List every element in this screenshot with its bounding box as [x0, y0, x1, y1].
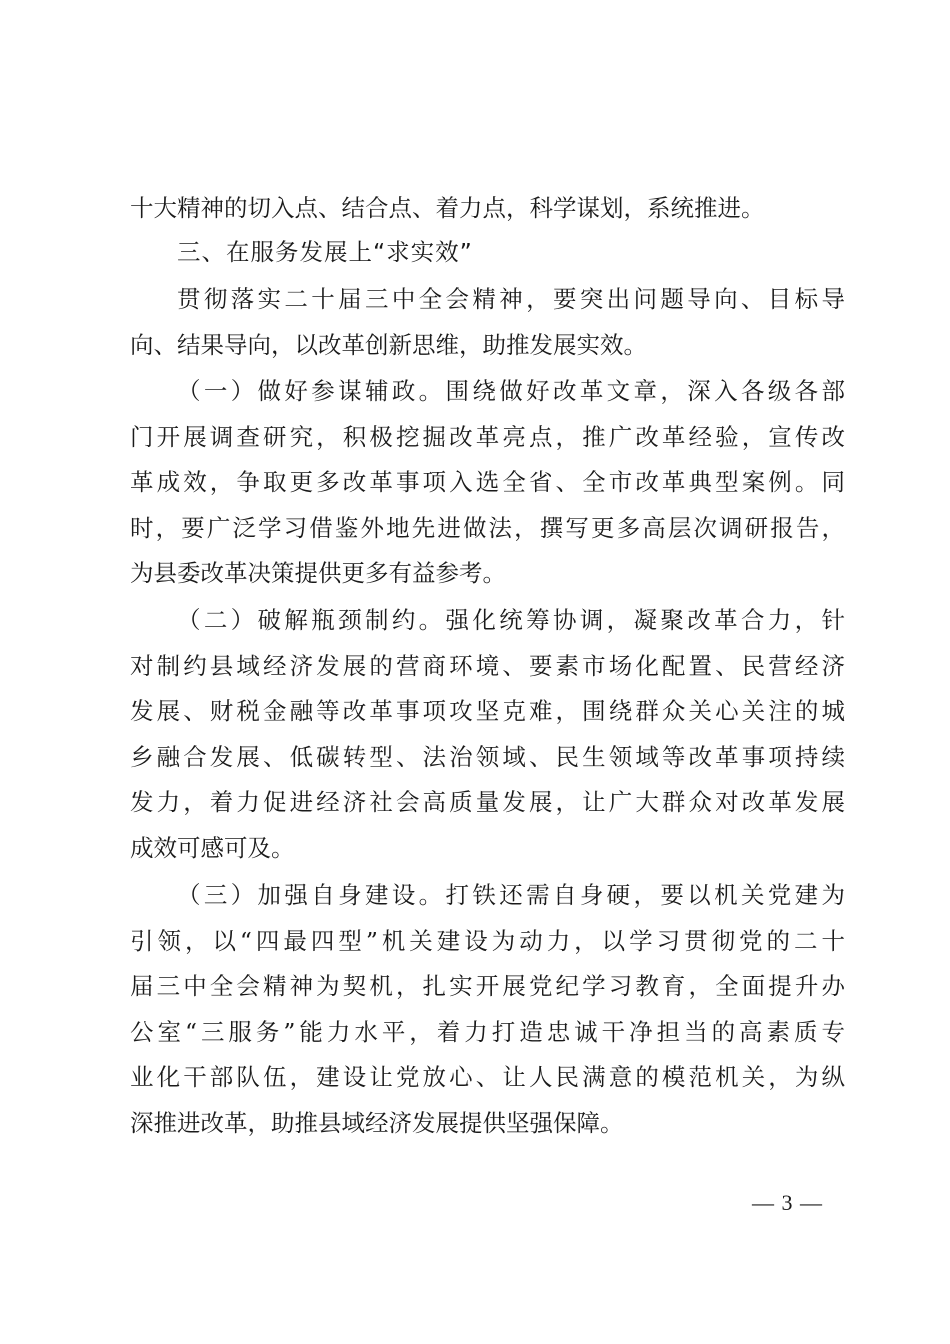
page-number: — 3 —: [752, 1190, 823, 1215]
paragraph-2-line-5: 为县委改革决策提供更多有益参考。: [130, 559, 506, 588]
paragraph-4: [130, 873, 845, 1147]
paragraph-2-line-1-rest: 围绕做好改革文章，深入各级各部: [445, 377, 846, 405]
paragraph-4-line-5: 业化干部队伍，建设让党放心、让人民满意的模范机关，为纵: [130, 1063, 845, 1092]
paragraph-2-line-3: 革成效，争取更多改革事项入选全省、全市改革典型案例。同: [130, 468, 845, 497]
paragraph-3-line-2: 对制约县域经济发展的营商环境、要素市场化配置、民营经济: [130, 651, 845, 680]
paragraph-2-line-4: 时，要广泛学习借鉴外地先进做法，撰写更多高层次调研报告，: [130, 513, 845, 542]
intro-line: 十大精神的切入点、结合点、着力点，科学谋划，系统推进。: [130, 194, 765, 222]
paragraph-4-line-2: 引领，以“四最四型”机关建设为动力，以学习贯彻党的二十: [130, 926, 845, 955]
intro-paragraph: [130, 186, 845, 232]
paragraph-3-line-6: 成效可感可及。: [130, 833, 295, 862]
paragraph-4-line-1-rest: 打铁还需自身硬，要以机关党建为: [445, 881, 846, 909]
paragraph-4-line-6: 深推进改革，助推县域经济发展提供坚强保障。: [130, 1108, 624, 1137]
paragraph-4-line-3: 届三中全会精神为契机，扎实开展党纪学习教育，全面提升办: [130, 972, 845, 1001]
paragraph-1: [130, 277, 845, 368]
paragraph-4-lead: （三）加强自身建设。: [177, 881, 446, 909]
paragraph-4-line-1: [130, 873, 845, 919]
paragraph-4-line-4: 公室“三服务”能力水平，着力打造忠诚干净担当的高素质专: [130, 1017, 845, 1046]
paragraph-3-line-1: [130, 598, 845, 644]
section-heading: 三、在服务发展上“求实效”: [177, 238, 473, 266]
paragraph-3: [130, 598, 845, 872]
paragraph-3-line-1-rest: 强化统筹协调，凝聚改革合力，针: [445, 606, 846, 634]
paragraph-3-line-5: 发力，着力促进经济社会高质量发展，让广大群众对改革发展: [130, 788, 845, 817]
paragraph-2: [130, 369, 845, 597]
paragraph-3-line-4: 乡融合发展、低碳转型、法治领域、民生领域等改革事项持续: [130, 742, 845, 771]
paragraph-2-line-1: [130, 369, 845, 415]
paragraph-3-line-3: 发展、财税金融等改革事项攻坚克难，围绕群众关心关注的城: [130, 697, 845, 726]
paragraph-2-lead: （一）做好参谋辅政。: [177, 377, 446, 405]
paragraph-2-line-2: 门开展调查研究，积极挖掘改革亮点，推广改革经验，宣传改: [130, 422, 845, 451]
paragraph-3-lead: （二）破解瓶颈制约。: [177, 606, 446, 634]
paragraph-1-line-1: 贯彻落实二十届三中全会精神，要突出问题导向、目标导: [177, 285, 845, 313]
paragraph-1-line-2: 向、结果导向，以改革创新思维，助推发展实效。: [130, 330, 647, 359]
